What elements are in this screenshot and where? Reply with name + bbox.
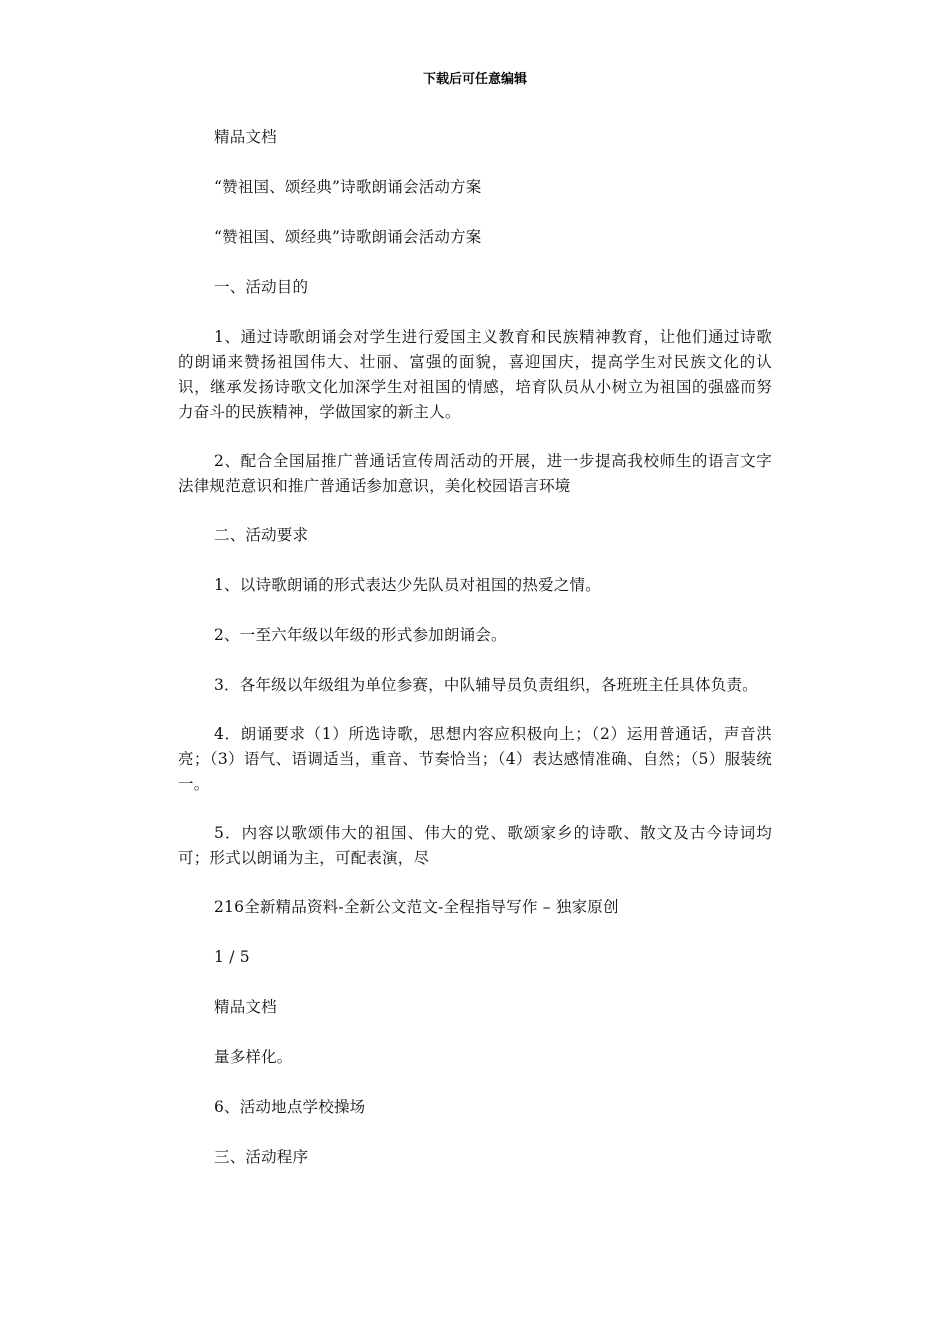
requirement-item-6: 6、活动地点学校操场 bbox=[214, 1098, 366, 1116]
requirement-item-3: 3．各年级以年级组为单位参赛，中队辅导员负责组织，各班班主任具体负责。 bbox=[214, 676, 758, 694]
purpose-item-1: 1、通过诗歌朗诵会对学生进行爱国主义教育和民族精神教育，让他们通过诗歌的朗诵来赞扬祖国伟大、壮丽、富强的面貌，喜迎国庆，提高学生对民族文化的认识，继承发扬诗歌文化加深学生对祖国的情感，培育队员从小树立为祖国的强盛而努力奋斗的民族精神，学做国家的新主人。 bbox=[178, 328, 772, 421]
doc-title: “赞祖国、颂经典”诗歌朗诵会活动方案 bbox=[214, 178, 482, 196]
requirement-item-4: 4．朗诵要求（1）所选诗歌，思想内容应积极向上；（2）运用普通话，声音洪亮；（3）语气、语调适当，重音、节奏恰当；（4）表达感情准确、自然；（5）服装统一。 bbox=[178, 725, 772, 793]
document-body bbox=[178, 125, 772, 1195]
doc-label: 精品文档 bbox=[214, 128, 277, 146]
page-header: 下载后可任意编辑 bbox=[422, 72, 527, 87]
doc-label-page-2: 精品文档 bbox=[214, 998, 277, 1016]
page-number: 1 / 5 bbox=[214, 948, 250, 966]
section-heading-requirements: 二、活动要求 bbox=[214, 526, 309, 544]
section-heading-procedure: 三、活动程序 bbox=[214, 1148, 309, 1166]
doc-title-repeat: “赞祖国、颂经典”诗歌朗诵会活动方案 bbox=[214, 228, 482, 246]
section-heading-purpose: 一、活动目的 bbox=[214, 278, 309, 296]
purpose-item-2: 2、配合全国届推广普通话宣传周活动的开展，进一步提高我校师生的语言文字法律规范意识和推广普通话参加意识，美化校园语言环境 bbox=[178, 452, 772, 495]
requirement-item-1: 1、以诗歌朗诵的形式表达少先队员对祖国的热爱之情。 bbox=[214, 576, 601, 594]
page-footer-note: 216全新精品资料-全新公文范文-全程指导写作 – 独家原创 bbox=[214, 898, 619, 916]
requirement-item-2: 2、一至六年级以年级的形式参加朗诵会。 bbox=[214, 626, 507, 644]
requirement-item-5-continued: 量多样化。 bbox=[214, 1048, 293, 1066]
requirement-item-5: 5．内容以歌颂伟大的祖国、伟大的党、歌颂家乡的诗歌、散文及古今诗词均可；形式以朗诵为主，可配表演，尽 bbox=[178, 824, 772, 867]
